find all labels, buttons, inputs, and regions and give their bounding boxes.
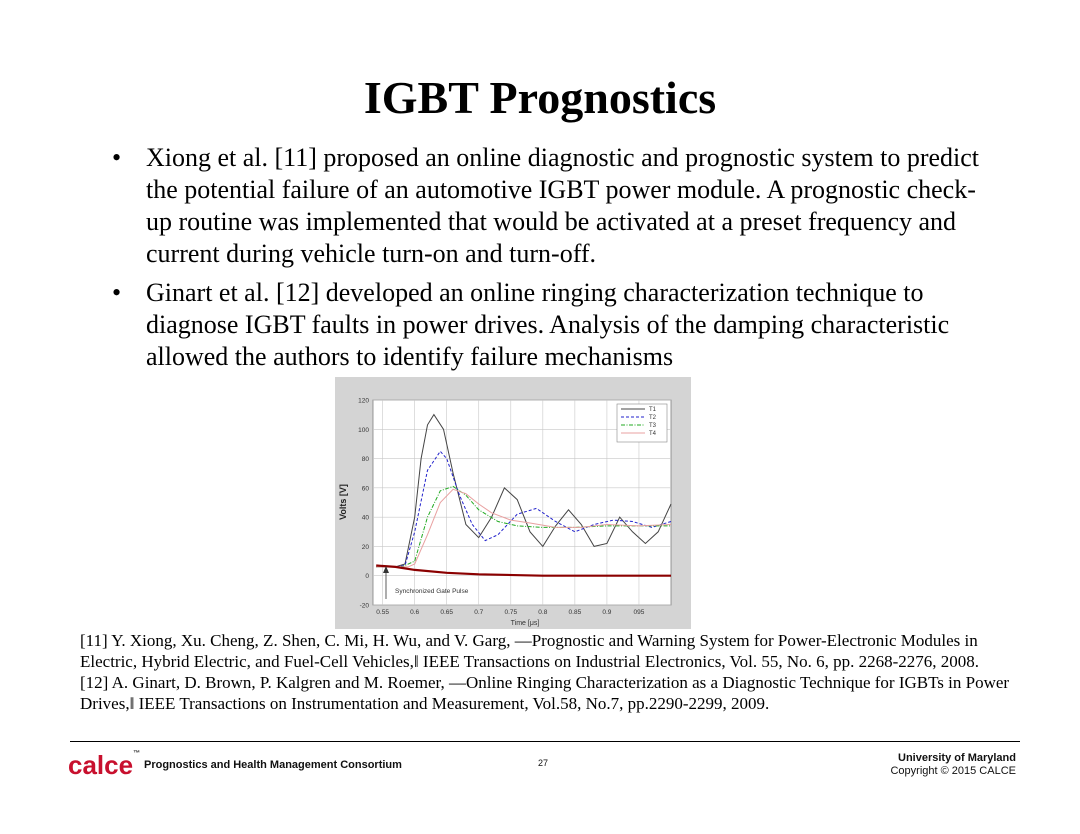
x-tick-label: 0.55 [376,609,389,616]
y-tick-label: 20 [361,543,369,551]
university-name: University of Maryland [898,752,1016,764]
y-tick-label: 100 [358,426,369,434]
y-tick-label: 40 [361,514,369,522]
bullet-text: Ginart et al. [12] developed an online ringing characterization technique to diagnose IGBT faults in power drives. Analysis of the damping characteristic allowed the authors to identify failure mechanisms [146,278,950,371]
bullet-text: Xiong et al. [11] proposed an online diagnostic and prognostic system to predict the potential failure of an automotive IGBT power module. A prognostic check-up routine was implemented that would be activated at a preset frequency and current during vehicle turn-on and turn-off. [146,143,980,268]
y-tick-label: 60 [361,485,369,493]
reference-item: [11] Y. Xiong, Xu. Cheng, Z. Shen, C. Mi, H. Wu, and V. Garg, ―Prognostic and Warning System for Power-Electronic Modules in Electric, Hybrid Electric, and Fuel-Cell Vehicles,‖ IEEE Transactions on Industrial Electronics, Vol. 55, No. 6, pp. 2268-2276, 2008. [80,631,980,671]
bullet-dot-icon: • [112,278,122,307]
x-tick-label: 0.9 [602,609,612,616]
x-axis-label: Time [μs] [510,620,540,627]
x-tick-label: 0.7 [474,609,484,616]
consortium-name: Prognostics and Health Management Consortium [144,759,402,771]
y-tick-label: -20 [359,602,369,610]
x-tick-label: 0.75 [504,609,518,616]
y-tick-label: 0 [365,573,369,581]
bullet-list [112,142,992,380]
bullet-item [112,142,992,270]
x-tick-label: 0.6 [410,609,420,616]
gate-pulse-annotation: Synchronized Gate Pulse [395,588,469,595]
calce-logo [68,750,140,781]
x-tick-label: 0.8 [538,609,548,616]
x-tick-label: 095 [633,609,645,616]
legend-label: T2 [649,415,657,421]
legend-box [617,404,667,442]
calce-logo-text: calce [68,750,134,780]
y-axis-label: Volts [V] [338,484,348,520]
page-title: IGBT Prognostics [363,72,717,123]
copyright: Copyright © 2015 CALCE [890,765,1016,777]
legend-label: T1 [649,407,657,413]
references [80,630,1020,714]
bullet-item [112,277,992,373]
reference-item: [12] A. Ginart, D. Brown, P. Kalgren and M. Roemer, ―Online Ringing Characterization as a Diagnostic Technique for IGBTs in Power Drives,‖ IEEE Transactions on Instrumentation and Measurement, Vol.58, No.7, pp.2290-2299, 2009. [80,673,1010,713]
y-tick-label: 120 [358,397,369,405]
voltage-ringing-chart [335,377,691,629]
x-tick-label: 0.65 [440,609,454,616]
page-number: 27 [538,758,549,768]
university-block [890,752,1016,778]
legend-label: T4 [649,431,657,437]
bullet-dot-icon: • [112,143,122,172]
x-tick-label: 0.85 [568,609,582,616]
y-tick-label: 80 [361,456,369,464]
trademark-icon: ™ [133,750,141,757]
legend-label: T3 [649,423,657,429]
footer-divider [70,741,1020,742]
